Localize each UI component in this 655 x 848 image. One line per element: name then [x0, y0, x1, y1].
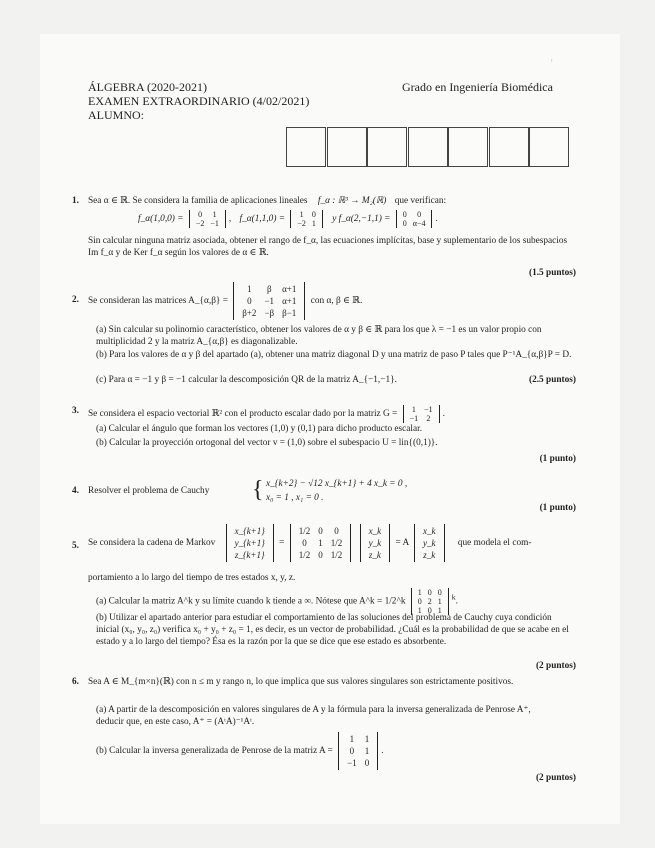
vector-next: x_{k+1} y_{k+1} z_{k+1}	[226, 524, 274, 562]
markov-row: Se considera la cadena de Markov x_{k+1} y_{k+1} z_{k+1} = 1/2 0 0 0 1 1/2 1/2 0 1/2 x_k y_k z_k = A x_k y_k z_k que modela el com-	[88, 526, 532, 560]
problem-number: 5.	[72, 541, 79, 551]
points: (2 puntos)	[535, 661, 576, 671]
equation-2: x₀ = 1 , x₁ = 0 .	[266, 493, 324, 503]
condition-2-label: f_α(1,1,0) =	[239, 214, 286, 225]
points: (1 punto)	[539, 454, 576, 464]
vector-current: x_k y_k z_k	[360, 524, 391, 562]
part-c: (c) Para α = −1 y β = −1 calcular la descomposición QR de la matriz A_{−1,−1}.	[96, 375, 397, 385]
problem-5	[72, 522, 576, 672]
problem-4	[72, 476, 576, 516]
problem-number: 6.	[72, 677, 79, 687]
part-b: (b) Para los valores de α y β del apartado (a), obtener una matriz diagonal D y una matriz de paso P tales que P⁻¹A_{α,β}P = D.	[96, 350, 572, 360]
part-b: (b) Utilizar el apartado anterior para estudiar el comportamiento de las soluciones del problema de Cauchy cuya condición inicial (x₀, y₀, z₀) verifica x₀ + y₀ + z₀ = 1, es decir, es un vector de probabilidad. ¿Cuál es la probabilidad de que se acabe en el estado y a lo largo del tiempo? Ésa es la razón por la que se dice que ese estado es absorbente.	[96, 613, 569, 647]
map-definition: f_α : ℝ³ → M₂(ℝ)	[317, 196, 387, 206]
answer-boxes	[286, 127, 570, 167]
problem-intro-row	[88, 282, 362, 320]
problem-intro: Se consideran las matrices A_{α,β} =	[88, 296, 228, 307]
matrix-1: 0 1 −2 −1	[189, 210, 226, 228]
answer-box[interactable]	[286, 127, 326, 167]
points: (2.5 puntos)	[528, 375, 576, 385]
problem-6	[72, 676, 576, 786]
problem-intro: Sea α ∈ ℝ. Se considera la familia de aplicaciones lineales	[88, 196, 308, 206]
matrix-2: 1 0 −2 1	[290, 210, 323, 228]
part-b: (b) Calcular la proyección ortogonal del vector v = (1,0) sobre el subespacio U = lin{(0,1)}.	[96, 438, 438, 448]
problem-intro: Sea A ∈ M_{m×n}(ℝ) con n ≤ m y rango n, lo que implica que sus valores singulares son estrictamente positivos.	[88, 677, 514, 687]
part-b: (b) Calcular la inversa generalizada de Penrose de la matriz A =	[96, 746, 333, 757]
part-a: (a) Calcular la matriz A^k y su límite cuando k tiende a ∞. Nótese que A^k = 1/2^k	[96, 596, 406, 607]
equation-1: x_{k+2} − √12 x_{k+1} + 4 x_k = 0 ,	[266, 479, 408, 489]
answer-box[interactable]	[489, 127, 529, 167]
problem-intro: Se considera la cadena de Markov	[88, 538, 216, 549]
points: (1 punto)	[539, 503, 576, 513]
part-b-row: (b) Calcular la inversa generalizada de Penrose de la matriz A = 1 1 0 1 −1 0 .	[96, 734, 384, 768]
matrix-ak: 1 0 0 0 2 1 1 0 1	[411, 588, 449, 615]
condition-3-label: y f_α(2,−1,1) =	[332, 214, 391, 225]
problem-after: con α, β ∈ ℝ.	[310, 296, 363, 307]
matrix-3: 0 0 0 α−4	[396, 210, 433, 228]
matrix-g: 1 −1 −1 2	[403, 405, 440, 423]
matrix-a: 1 1 0 1 −1 0	[338, 732, 378, 770]
problem-number: 3.	[72, 406, 79, 416]
matrix-a: 1 β α+1 0 −1 α+1 β+2 −β β−1	[233, 282, 305, 320]
answer-box[interactable]	[448, 127, 488, 167]
conditions-row: f_α(1,0,0) = 0 1 −2 −1 , f_α(1,1,0) = 1 0 −2 1 y f_α(2,−1,1) = 0 0 0 α−4 .	[138, 210, 438, 228]
points: (1.5 puntos)	[528, 268, 576, 278]
answer-box[interactable]	[367, 127, 407, 167]
points: (2 puntos)	[535, 773, 576, 783]
scan-mark: ‘	[550, 58, 554, 69]
condition-1-label: f_α(1,0,0) =	[138, 214, 184, 225]
problem-intro: Se considera el espacio vectorial ℝ² con el producto escalar dado por la matriz G =	[88, 409, 398, 420]
problem-3: 3. Se considera el espacio vectorial ℝ² con el producto escalar dado por la matriz G = 1 −1 −1 2 . (a) Calcular el ángulo que forman los vectores (1,0) y (0,1) para dicho producto escalar. (b) Calcular la proyección ortogonal del vector v = (1,0) sobre el subespacio U = lin{(0,1)}. (1 punto)	[72, 405, 576, 464]
part-a: (a) A partir de la descomposición en valores singulares de A y la fórmula para la inversa generalizada de Penrose A⁺, deducir que, en este caso, A⁺ = (AᵗA)⁻¹Aᵗ.	[96, 705, 531, 727]
exam-title: EXAMEN EXTRAORDINARIO (4/02/2021)	[88, 94, 310, 108]
problem-1	[72, 195, 576, 280]
problem-continuation: portamiento a lo largo del tiempo de tres estados x, y, z.	[88, 573, 296, 583]
vector-current: x_k y_k z_k	[414, 524, 445, 562]
problem-number: 2.	[72, 295, 79, 305]
answer-box[interactable]	[327, 127, 367, 167]
degree-title: Grado en Ingeniería Biomédica	[402, 80, 553, 94]
answer-box[interactable]	[408, 127, 448, 167]
problem-text: Sin calcular ninguna matriz asociada, obtener el rango de f_α, las ecuaciones implícitas, base y suplementario de los subespacios Im f_α y de Ker f_α según los valores de α ∈ ℝ.	[88, 236, 568, 258]
part-a: (a) Sin calcular su polinomio característico, obtener los valores de α y β ∈ ℝ para los que λ = −1 es un valor propio con multiplicidad 2 y la matriz A_{α,β} es diagonalizable.	[96, 325, 542, 347]
system-brace: {	[252, 477, 264, 503]
transition-matrix: 1/2 0 0 0 1 1/2 1/2 0 1/2	[290, 524, 352, 562]
problem-tail: que modela el com-	[457, 538, 532, 549]
problem-number: 4.	[72, 486, 79, 496]
problem-intro: Resolver el problema de Cauchy	[88, 486, 210, 496]
answer-box[interactable]	[529, 127, 569, 167]
part-a: (a) Calcular el ángulo que forman los vectores (1,0) y (0,1) para dicho producto escalar.	[96, 424, 423, 434]
course-title: ÁLGEBRA (2020-2021)	[88, 80, 207, 94]
student-label: ALUMNO:	[88, 108, 144, 122]
verify-text: que verifican:	[394, 196, 447, 206]
part-a-row: (a) Calcular la matriz A^k y su límite cuando k tiende a ∞. Nótese que A^k = 1/2^k 1 0 0 0 2 1 1 0 1 $^k$.	[96, 588, 458, 615]
problem-number: 1.	[72, 196, 79, 206]
equals-a: = A	[395, 538, 409, 549]
problem-2	[72, 282, 576, 397]
